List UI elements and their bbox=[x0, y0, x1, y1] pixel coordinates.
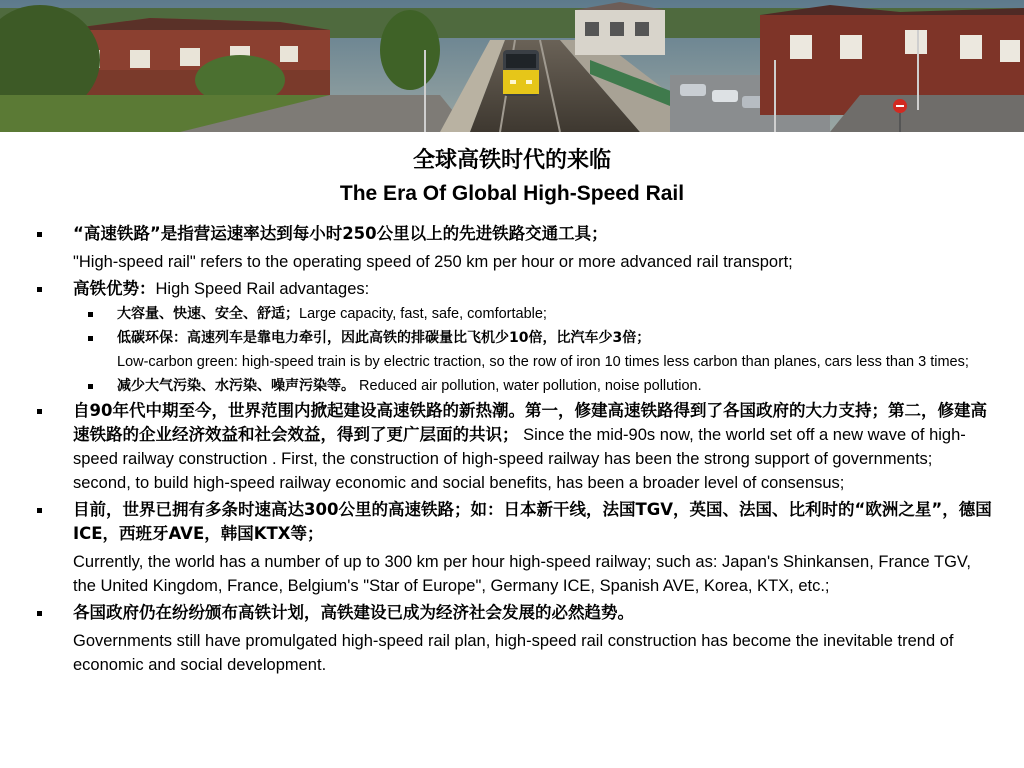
square-bullet-icon bbox=[88, 312, 93, 317]
title-english: The Era Of Global High-Speed Rail bbox=[339, 182, 685, 205]
bullet-item-definition bbox=[0, 222, 1024, 246]
sub-bullet-pollution bbox=[0, 376, 1024, 396]
bullet-item-new-wave bbox=[0, 399, 1024, 495]
definition-en-text: "High-speed rail" refers to the operating speed of 250 km per hour or more advanced rail transport; bbox=[73, 253, 793, 271]
pollution-en: Reduced air pollution, water pollution, noise pollution. bbox=[359, 378, 702, 394]
square-bullet-icon bbox=[88, 336, 93, 341]
capacity-en: Large capacity, fast, safe, comfortable; bbox=[299, 306, 547, 322]
low-carbon-en bbox=[0, 352, 1024, 372]
square-bullet-icon bbox=[37, 232, 42, 237]
new-wave-zh: 自90年代中期至今，世界范围内掀起建设高速铁路的新热潮。第一，修建高速铁路得到了各国政府的大力支持；第二，修建高速铁路的企业经济效益和社会效益，得到了更广层面的共识； bbox=[73, 401, 987, 444]
low-carbon-zh: 低碳环保：高速列车是靠电力牵引，因此高铁的排碳量比飞机少10倍，比汽车少3倍； bbox=[117, 330, 651, 346]
pollution-zh: 减少大气污染、水污染、噪声污染等。 bbox=[117, 378, 355, 394]
square-bullet-icon bbox=[37, 287, 42, 292]
advantages-en: High Speed Rail advantages: bbox=[155, 280, 370, 298]
bullet-item-advantages bbox=[0, 277, 1024, 301]
sub-bullet-capacity bbox=[0, 304, 1024, 324]
trend-zh: 各国政府仍在纷纷颁布高铁计划，高铁建设已成为经济社会发展的必然趋势。 bbox=[73, 603, 634, 622]
current-lines-zh: 目前，世界已拥有多条时速高达300公里的高速铁路；如：日本新干线，法国TGV，英国、法国、比利时的“欧洲之星”，德国ICE，西班牙AVE，韩国KTX等； bbox=[73, 500, 992, 543]
new-wave-en: Since the mid-90s now, the world set off a new wave of high-speed railway construction . First, the construction of high-speed railway has been the strong support of governments; second, to build high-speed railway economic and social benefits, has been a broader level of consensus; bbox=[73, 426, 966, 492]
current-lines-en bbox=[0, 550, 1024, 598]
bullet-item-current-lines bbox=[0, 498, 1024, 546]
capacity-zh: 大容量、快速、安全、舒适； bbox=[117, 306, 299, 322]
definition-en bbox=[0, 250, 1024, 274]
square-bullet-icon bbox=[37, 611, 42, 616]
square-bullet-icon bbox=[88, 384, 93, 389]
definition-zh: “高速铁路”是指营运速率达到每小时250公里以上的先进铁路交通工具； bbox=[73, 224, 608, 243]
low-carbon-en-text: Low-carbon green: high-speed train is by electric traction, so the row of iron 10 times less carbon than planes, cars less than 3 times; bbox=[117, 354, 969, 370]
bullet-item-trend bbox=[0, 601, 1024, 625]
bullet-list bbox=[0, 222, 1024, 677]
trend-en-text: Governments still have promulgated high-speed rail plan, high-speed rail construction has become the inevitable trend of economic and social development. bbox=[73, 632, 954, 674]
sub-bullet-low-carbon bbox=[0, 328, 1024, 348]
square-bullet-icon bbox=[37, 508, 42, 513]
title-chinese: 全球高铁时代的来临 bbox=[412, 148, 611, 173]
advantages-zh: 高铁优势： bbox=[73, 279, 156, 298]
current-lines-en-text: Currently, the world has a number of up to 300 km per hour high-speed railway; such as: Japan's Shinkansen, France TGV, the United Kingdom, France, Belgium's "Star of Europe", Germany ICE, Spanish AVE, Korea, KTX, etc.; bbox=[73, 553, 971, 595]
trend-en bbox=[0, 629, 1024, 677]
header-photo bbox=[0, 0, 1024, 132]
square-bullet-icon bbox=[37, 409, 42, 414]
